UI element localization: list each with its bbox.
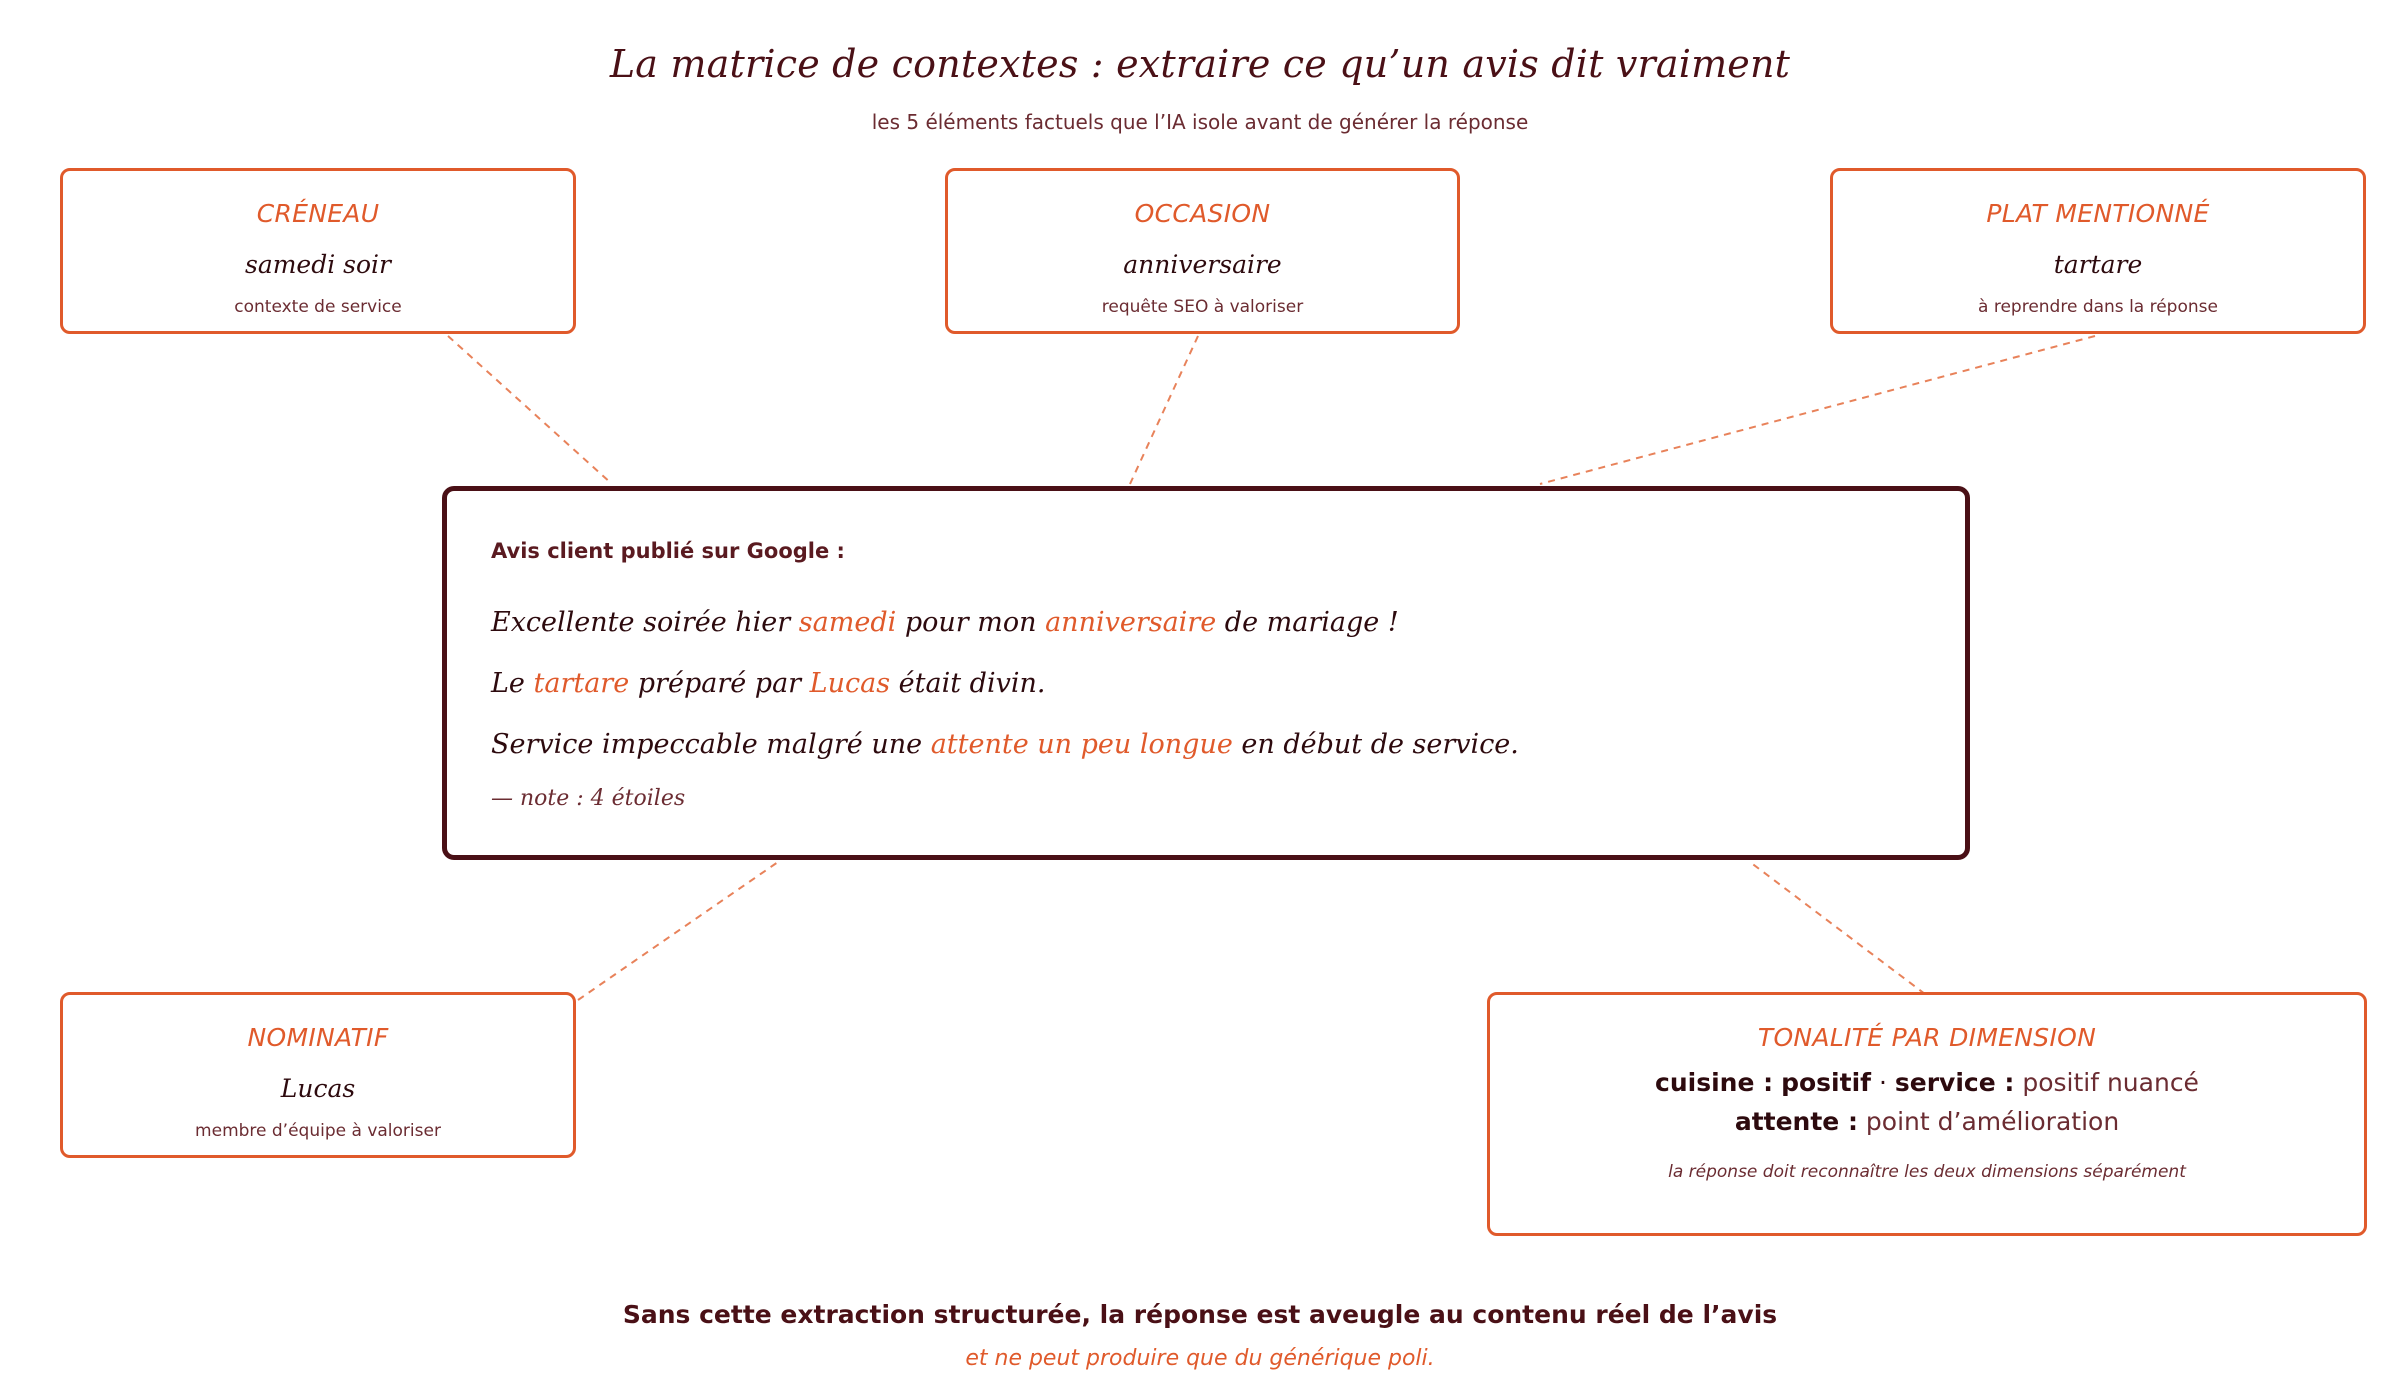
page-subtitle: les 5 éléments factuels que l’IA isole avant de générer la réponse bbox=[871, 110, 1529, 134]
tone-separator: · bbox=[1871, 1068, 1895, 1097]
review-line-3 bbox=[491, 729, 1965, 760]
tone-line-2 bbox=[1490, 1107, 2364, 1136]
review-text: Service impeccable malgré une bbox=[491, 729, 931, 760]
tone-value-service: positif nuancé bbox=[2022, 1068, 2199, 1097]
review-text: Le bbox=[491, 668, 534, 699]
card-heading: OCCASION bbox=[1134, 199, 1271, 228]
connector-occasion bbox=[1130, 336, 1198, 484]
card-heading: CRÉNEAU bbox=[256, 199, 380, 228]
card-note: contexte de service bbox=[234, 297, 402, 317]
review-text: de mariage ! bbox=[1216, 607, 1399, 638]
tone-value-attente: point d’amélioration bbox=[1865, 1107, 2120, 1136]
tone-key-service: service : bbox=[1894, 1068, 2015, 1097]
card-value: samedi soir bbox=[244, 250, 391, 279]
card-note: la réponse doit reconnaître les deux dimensions séparément bbox=[1668, 1162, 2186, 1182]
highlight-creneau: samedi bbox=[798, 607, 897, 638]
card-heading: PLAT MENTIONNÉ bbox=[1986, 199, 2210, 228]
card-creneau bbox=[60, 168, 576, 334]
card-note: requête SEO à valoriser bbox=[1101, 297, 1304, 317]
card-tonalite bbox=[1487, 992, 2367, 1236]
card-occasion bbox=[945, 168, 1460, 334]
review-text: en début de service. bbox=[1232, 729, 1519, 760]
review-text: préparé par bbox=[629, 668, 810, 699]
review-line-2 bbox=[491, 668, 1965, 699]
page-title: La matrice de contextes : extraire ce qu’un avis dit vraiment bbox=[609, 42, 1791, 86]
card-heading: TONALITÉ PAR DIMENSION bbox=[1757, 1023, 2097, 1052]
card-value: Lucas bbox=[280, 1074, 356, 1103]
card-note: à reprendre dans la réponse bbox=[1978, 297, 2218, 317]
highlight-occasion: anniversaire bbox=[1045, 607, 1217, 638]
review-box bbox=[442, 486, 1970, 860]
highlight-nominatif: Lucas bbox=[809, 668, 891, 699]
highlight-plat: tartare bbox=[533, 668, 630, 699]
tone-line-1 bbox=[1490, 1068, 2364, 1097]
connector-plat bbox=[1540, 336, 2095, 484]
tone-value-cuisine: positif bbox=[1781, 1068, 1872, 1097]
conclusion-line-1: Sans cette extraction structurée, la réponse est aveugle au contenu réel de l’avis bbox=[622, 1300, 1778, 1329]
review-line-1 bbox=[491, 607, 1965, 638]
highlight-attente: attente un peu longue bbox=[930, 729, 1233, 760]
review-rating: — note : 4 étoiles bbox=[491, 786, 686, 811]
review-label: Avis client publié sur Google : bbox=[491, 539, 845, 563]
connector-nominatif bbox=[578, 862, 778, 1000]
card-value: tartare bbox=[2053, 250, 2143, 279]
tone-key-attente: attente : bbox=[1734, 1107, 1858, 1136]
connector-tonalite bbox=[1750, 862, 1925, 994]
tone-key-cuisine: cuisine : bbox=[1655, 1068, 1774, 1097]
conclusion-line-2: et ne peut produire que du générique poli. bbox=[965, 1346, 1435, 1371]
card-heading: NOMINATIF bbox=[247, 1023, 389, 1052]
card-plat-mentionne bbox=[1830, 168, 2366, 334]
review-text: était divin. bbox=[890, 668, 1046, 699]
connector-creneau bbox=[448, 336, 612, 484]
card-note: membre d’équipe à valoriser bbox=[195, 1121, 441, 1141]
review-text: pour mon bbox=[896, 607, 1046, 638]
card-nominatif bbox=[60, 992, 576, 1158]
review-text: Excellente soirée hier bbox=[491, 607, 799, 638]
card-value: anniversaire bbox=[1123, 250, 1282, 279]
